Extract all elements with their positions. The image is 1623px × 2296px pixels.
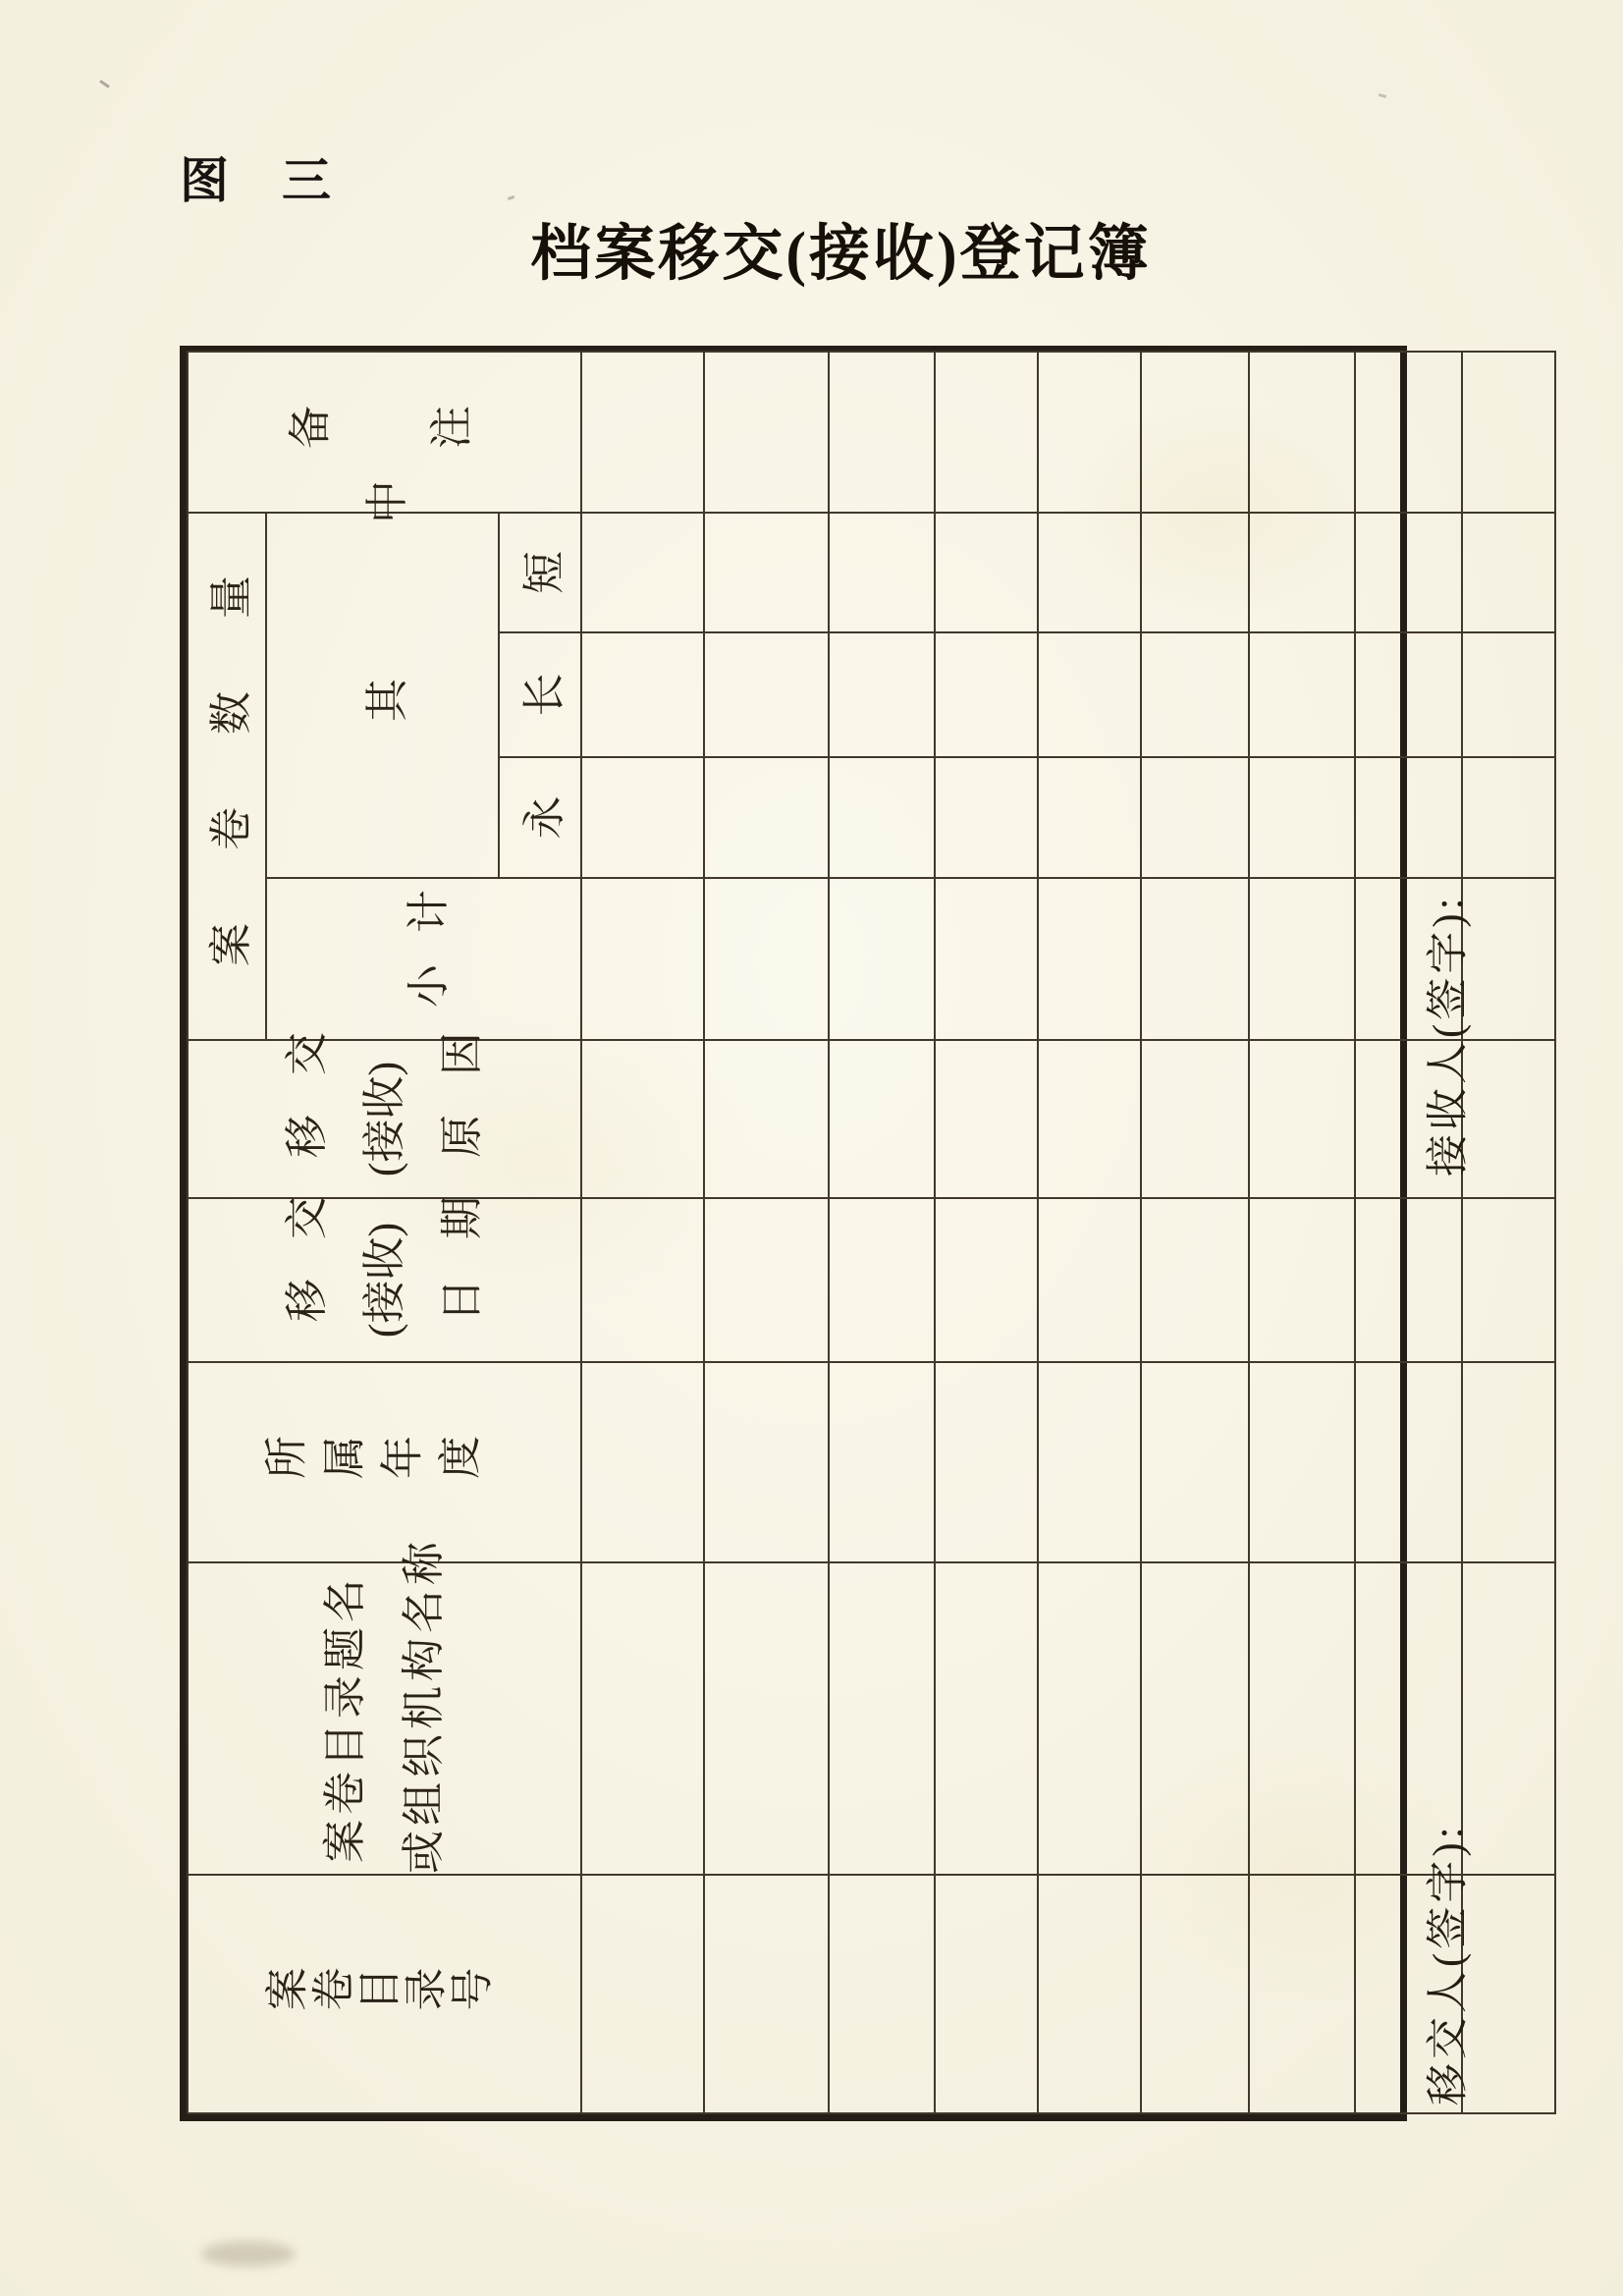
grid-cell	[1038, 352, 1141, 513]
header-transfer-reason-line3: 原因	[438, 993, 486, 1158]
grid-cell	[829, 1198, 935, 1362]
grid-cell	[829, 513, 935, 632]
grid-cell	[829, 1875, 935, 2113]
grid-row	[1249, 352, 1355, 2113]
figure-label: 图 三	[180, 153, 333, 208]
grid-cell	[581, 1362, 704, 1562]
grid-cell	[1141, 513, 1249, 632]
grid-row	[935, 352, 1038, 2113]
header-remarks-label: 备注	[287, 408, 569, 456]
grid-cell	[1462, 1198, 1555, 1362]
grid-cell	[1141, 878, 1249, 1040]
grid-cell	[1141, 352, 1249, 513]
grid-cell	[935, 632, 1038, 757]
header-year	[188, 1362, 581, 1562]
grid-cell	[935, 1198, 1038, 1362]
grid-cell	[829, 757, 935, 878]
grid-body	[581, 352, 1555, 2113]
header-retention-long: 长	[499, 632, 581, 757]
grid-cell	[935, 1875, 1038, 2113]
grid-cell	[1038, 1198, 1141, 1362]
grid-cell	[1249, 1198, 1355, 1362]
header-year-label: 所属年度	[263, 1438, 495, 1486]
table-header	[188, 325, 581, 2113]
header-transfer-date-line3: 日期	[438, 1157, 486, 1322]
scan-speck	[99, 80, 110, 88]
grid-cell	[704, 757, 829, 878]
grid-cell	[1462, 1362, 1555, 1562]
grid-cell	[1038, 1362, 1141, 1562]
grid-cell	[1038, 1875, 1141, 2113]
grid-cell	[1141, 1040, 1249, 1198]
grid-cell	[829, 1362, 935, 1562]
grid-cell	[704, 1040, 829, 1198]
grid-row	[581, 352, 704, 2113]
grid-cell	[1355, 1362, 1462, 1562]
grid-cell	[1355, 757, 1462, 878]
grid-cell	[1141, 1198, 1249, 1362]
scan-speck	[508, 195, 515, 200]
grid-cell	[1462, 757, 1555, 878]
grid-cell	[935, 513, 1038, 632]
grid-cell	[829, 632, 935, 757]
scan-smudge	[201, 2241, 296, 2267]
grid-cell	[1141, 1362, 1249, 1562]
grid-cell	[1462, 1040, 1555, 1198]
registration-form-readable	[180, 325, 1486, 2121]
grid-cell	[1038, 1562, 1141, 1875]
grid-cell	[1462, 352, 1555, 513]
grid-cell	[935, 878, 1038, 1040]
header-transfer-reason	[188, 993, 581, 1198]
grid-cell	[1249, 878, 1355, 1040]
header-transfer-reason-line1: 移交	[283, 993, 331, 1158]
grid-row	[1462, 352, 1555, 2113]
grid-cell	[581, 1562, 704, 1875]
grid-cell	[1249, 1875, 1355, 2113]
grid-cell	[935, 1362, 1038, 1562]
transferor-signature-label: 移交人(签字):	[1426, 1823, 1472, 2105]
grid-cell	[704, 1198, 829, 1362]
grid-cell	[829, 352, 935, 513]
header-catalog-title-line2: 或组织机构名称	[399, 1537, 448, 1874]
form-table-frame	[180, 325, 1407, 2121]
grid-cell	[704, 513, 829, 632]
grid-cell	[581, 632, 704, 757]
grid-cell	[704, 632, 829, 757]
grid-cell	[1249, 1040, 1355, 1198]
grid-cell	[581, 1040, 704, 1198]
grid-cell	[1462, 878, 1555, 1040]
grid-cell	[581, 757, 704, 878]
grid-cell	[1249, 352, 1355, 513]
grid-cell	[1462, 632, 1555, 757]
grid-cell	[581, 1875, 704, 2113]
header-row-1	[188, 352, 266, 2113]
grid-cell	[704, 352, 829, 513]
grid-row	[829, 352, 935, 2113]
grid-cell	[581, 1198, 704, 1362]
registration-table	[187, 325, 1556, 2114]
grid-row	[1141, 352, 1249, 2113]
registration-form	[180, 325, 1486, 2121]
grid-cell	[1249, 1562, 1355, 1875]
header-transfer-date-line2: (接收)	[360, 1222, 408, 1339]
grid-cell	[1249, 1362, 1355, 1562]
header-transfer-date-line1: 移交	[283, 1157, 331, 1322]
grid-cell	[581, 352, 704, 513]
grid-cell	[1038, 878, 1141, 1040]
header-catalog-number-label: 案卷目录号	[263, 1969, 495, 2018]
header-catalog-title	[188, 1537, 581, 1875]
header-catalog-number	[188, 1875, 581, 2113]
grid-cell	[704, 1875, 829, 2113]
grid-cell	[1462, 1562, 1555, 1875]
grid-cell	[935, 1040, 1038, 1198]
grid-cell	[1141, 757, 1249, 878]
grid-cell	[1355, 1198, 1462, 1362]
grid-cell	[1038, 757, 1141, 878]
receiver-signature-label: 接收人(签字):	[1426, 894, 1472, 1176]
grid-cell	[1249, 757, 1355, 878]
grid-cell	[1141, 632, 1249, 757]
grid-cell	[1141, 1875, 1249, 2113]
grid-cell	[581, 878, 704, 1040]
header-subtotal-label: 小计	[404, 858, 453, 1008]
grid-cell	[1249, 513, 1355, 632]
grid-row	[704, 352, 829, 2113]
grid-cell	[1038, 632, 1141, 757]
header-quantity-group	[188, 503, 266, 1040]
grid-cell	[1462, 1875, 1555, 2113]
grid-cell	[935, 1562, 1038, 1875]
grid-cell	[704, 1562, 829, 1875]
grid-cell	[935, 352, 1038, 513]
grid-cell	[704, 878, 829, 1040]
header-transfer-date	[188, 1157, 581, 1362]
header-quantity-label: 案卷数量	[207, 503, 255, 966]
grid-cell	[1355, 513, 1462, 632]
page-title: 档案移交(接收)登记簿	[530, 221, 1152, 288]
grid-cell	[1141, 1562, 1249, 1875]
grid-cell	[1038, 513, 1141, 632]
grid-cell	[1355, 632, 1462, 757]
grid-cell	[935, 757, 1038, 878]
grid-cell	[1355, 352, 1462, 513]
header-catalog-title-line1: 案卷目录题名	[320, 1574, 369, 1863]
grid-cell	[581, 513, 704, 632]
header-among-label: 其中	[362, 325, 411, 722]
grid-cell	[1249, 632, 1355, 757]
grid-cell	[829, 878, 935, 1040]
grid-cell	[1462, 513, 1555, 632]
header-retention-short: 短	[499, 513, 581, 632]
scan-speck	[1379, 93, 1387, 98]
header-transfer-reason-line2: (接收)	[360, 1061, 408, 1177]
grid-cell	[1038, 1040, 1141, 1198]
grid-cell	[829, 1562, 935, 1875]
header-retention-permanent: 永	[499, 757, 581, 878]
grid-row	[1038, 352, 1141, 2113]
grid-cell	[704, 1362, 829, 1562]
grid-cell	[829, 1040, 935, 1198]
